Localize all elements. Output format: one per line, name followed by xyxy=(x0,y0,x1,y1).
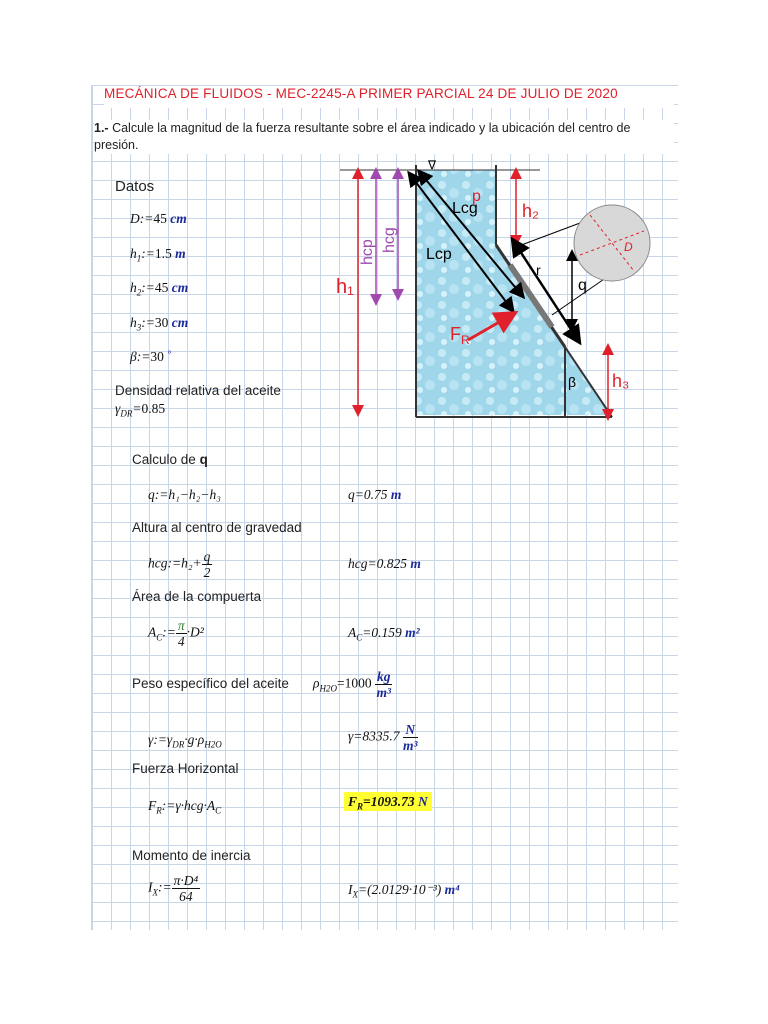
datum-d: D:=45 cm xyxy=(130,211,187,226)
q-label: Calculo de q xyxy=(132,452,208,467)
datum-beta: β:=30 ° xyxy=(130,349,171,364)
datum-h1: $h_1:=1.5$ m xyxy=(130,246,186,264)
fuerza-label: Fuerza Horizontal xyxy=(132,761,239,776)
hcg-label: Altura al centro de gravedad xyxy=(132,520,302,535)
densidad-value: $\gamma_{DR}=0.85$ xyxy=(115,401,166,419)
fuerza-formula: $F_R:=\gamma\cdot hcg\cdot A_C$ xyxy=(148,798,222,816)
h2-label: h₂ xyxy=(522,201,539,221)
page-title: MECÁNICA DE FLUIDOS - MEC-2245-A PRIMER PARCIAL 24 DE JULIO DE 2020 xyxy=(104,86,674,108)
hcg-label: hcg xyxy=(381,227,398,253)
fuerza-result: $F_R=1093.73$ N xyxy=(344,794,432,812)
lcp-label: Lcp xyxy=(426,246,452,263)
area-result: $A_C=0.159$ m² xyxy=(348,625,420,643)
r-label: r xyxy=(536,262,541,278)
problem-text: Calcule la magnitud de la fuerza resultante sobre el área indicado y la ubicación del centro de presión. xyxy=(94,121,631,152)
problem-number: 1.- xyxy=(94,121,109,135)
p-label: p xyxy=(472,188,481,205)
gamma-formula: $\gamma:=\gamma_{DR}\cdot g\cdot\rho_{H2O}$ xyxy=(148,732,222,750)
h3-label: h₃ xyxy=(612,371,630,391)
densidad-label: Densidad relativa del aceite xyxy=(115,383,281,398)
area-label: Área de la compuerta xyxy=(132,589,262,604)
hcg-result: hcg=0.825 m xyxy=(348,556,421,571)
beta-label: β xyxy=(568,374,577,390)
datos-title: Datos xyxy=(115,178,155,195)
gate-detail-circle xyxy=(574,205,650,281)
rho-value: $\rho_{H2O}=1000$ $\frac{kg}{\text{m³}}$ xyxy=(313,669,392,700)
problem-statement xyxy=(94,120,674,154)
surface-icon: ∇ xyxy=(428,158,437,172)
hcp-label: hcp xyxy=(359,239,376,265)
inercia-label: Momento de inercia xyxy=(132,848,251,863)
fr-label: $F_R$ xyxy=(450,324,470,347)
datum-h2: $h_2:=45$ cm xyxy=(130,280,189,298)
q-result: q=0.75 m xyxy=(348,487,402,502)
area-formula: $A_C:=$ $\frac{\pi}{4}$ ·D² xyxy=(148,618,204,649)
q-label-diagram: q xyxy=(578,277,587,294)
h1-label: h₁ xyxy=(336,276,354,298)
q-formula: q:=h₁−h₂−h₃ xyxy=(148,487,221,502)
inercia-result: $I_X=(2.0129\cdot 10^{-3})$ m⁴ xyxy=(348,882,460,900)
inercia-formula: $I_X:=$ $\frac{\text{π·D⁴}}{64}$ xyxy=(148,873,199,904)
gamma-result: γ=8335.7 $\frac{N}{\text{m³}}$ xyxy=(348,722,418,753)
d-label: D xyxy=(624,240,633,254)
peso-label: Peso específico del aceite xyxy=(132,676,289,691)
datum-h3: $h_3:=30$ cm xyxy=(130,315,189,333)
lcg-label: Lcg xyxy=(452,200,478,217)
tank-diagram xyxy=(336,155,670,425)
hcg-formula: hcg:=h₂+ $\frac{q}{2}$ xyxy=(148,549,211,580)
